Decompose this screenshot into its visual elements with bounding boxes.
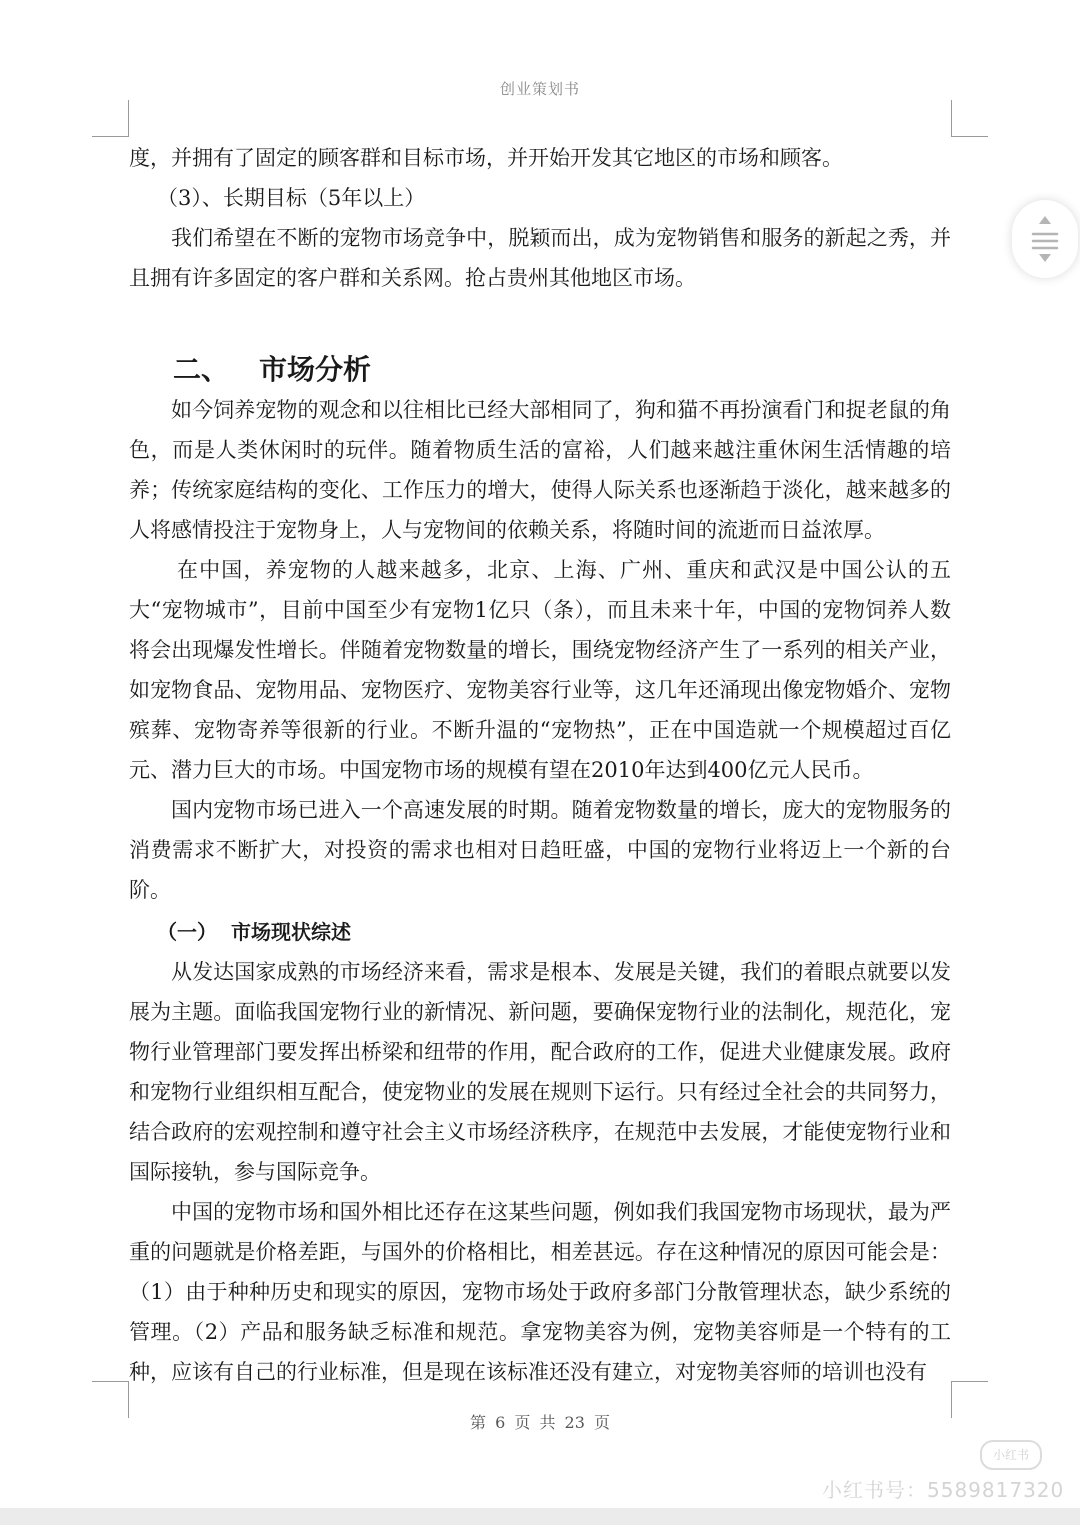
status-paragraph-2: 中国的宠物市场和国外相比还存在这某些问题，例如我们我国宠物市场现状，最为严重的问题就是价格差距，与国外的价格相比，相差甚远。存在这种情况的原因可能会是：（1）由于种种历史和现实的原因，宠物市场处于政府多部门分散管理状态，缺少系统的管理。（2）产品和服务缺乏标准和规范。拿宠物美容为例，宠物美容师是一个特有的工种，应该有自己的行业标准，但是现在该标准还没有建立，对宠物美容师的培训也没有: [129, 1200, 951, 1384]
bottom-bar: [0, 1508, 1080, 1525]
scroll-handle-icon: [1031, 214, 1059, 264]
subsection-heading: [129, 912, 951, 952]
market-paragraph-3: 国内宠物市场已进入一个高速发展的时期。随着宠物数量的增长，庞大的宠物服务的消费需求不断扩大，对投资的需求也相对日趋旺盛，中国的宠物行业将迈上一个新的台阶。: [129, 798, 951, 902]
goal3-paragraph: 我们希望在不断的宠物市场竞争中，脱颖而出，成为宠物销售和服务的新起之秀，并且拥有许多固定的客户群和关系网。抢占贵州其他地区市场。: [129, 226, 951, 290]
document-header: 创业策划书: [499, 80, 580, 98]
subsection-title: 市场现状综述: [231, 920, 351, 944]
status-paragraph-1: 从发达国家成熟的市场经济来看，需求是根本、发展是关键，我们的着眼点就要以发展为主题。面临我国宠物行业的新情况、新问题，要确保宠物行业的法制化，规范化，宠物行业管理部门要发挥出桥梁和纽带的作用，配合政府的工作，促进犬业健康发展。政府和宠物行业组织相互配合，使宠物业的发展在规则下运行。只有经过全社会的共同努力，结合政府的宏观控制和遵守社会主义市场经济秩序，在规范中去发展，才能使宠物行业和国际接轨，参与国际竞争。: [129, 960, 951, 1184]
paragraph-continued: 度，并拥有了固定的顾客群和目标市场，并开始开发其它地区的市场和顾客。: [129, 146, 843, 170]
market-paragraph-2: 在中国，养宠物的人越来越多，北京、上海、广州、重庆和武汉是中国公认的五大“宠物城市”，目前中国至少有宠物1亿只（条），而且未来十年，中国的宠物饲养人数将会出现爆发性增长。伴随着宠物数量的增长，围绕宠物经济产生了一系列的相关产业，如宠物食品、宠物用品、宠物医疗、宠物美容行业等，这几年还涌现出像宠物婚介、宠物殡葬、宠物寄养等很新的行业。不断升温的“宠物热”，正在中国造就一个规模超过百亿元、潜力巨大的市场。中国宠物市场的规模有望在2010年达到400亿元人民币。: [129, 558, 951, 782]
crop-mark-top-right: [951, 100, 988, 137]
section-heading: [129, 350, 951, 390]
watermark-text: 小红书号：5589817320: [822, 1478, 1065, 1502]
page-content: [129, 138, 951, 1392]
watermark-logo: 小红书: [980, 1440, 1042, 1470]
section-number: 二、: [173, 353, 230, 386]
subsection-number: （一）: [157, 920, 217, 944]
market-paragraph-1: 如今饲养宠物的观念和以往相比已经大部相同了，狗和猫不再扮演看门和捉老鼠的角色，而是人类休闲时的玩伴。随着物质生活的富裕，人们越来越注重休闲生活情趣的培养；传统家庭结构的变化、工作压力的增大，使得人际关系也逐渐趋于淡化，越来越多的人将感情投注于宠物身上，人与宠物间的依赖关系，将随时间的流逝而日益浓厚。: [129, 398, 951, 542]
section-title: 市场分析: [259, 353, 372, 386]
page-number: 第 6 页 共 23 页: [470, 1413, 610, 1432]
goal3-heading: （3）、长期目标（5年以上）: [157, 186, 426, 210]
scroll-handle-button[interactable]: [1012, 200, 1078, 278]
crop-mark-top-left: [92, 100, 129, 137]
